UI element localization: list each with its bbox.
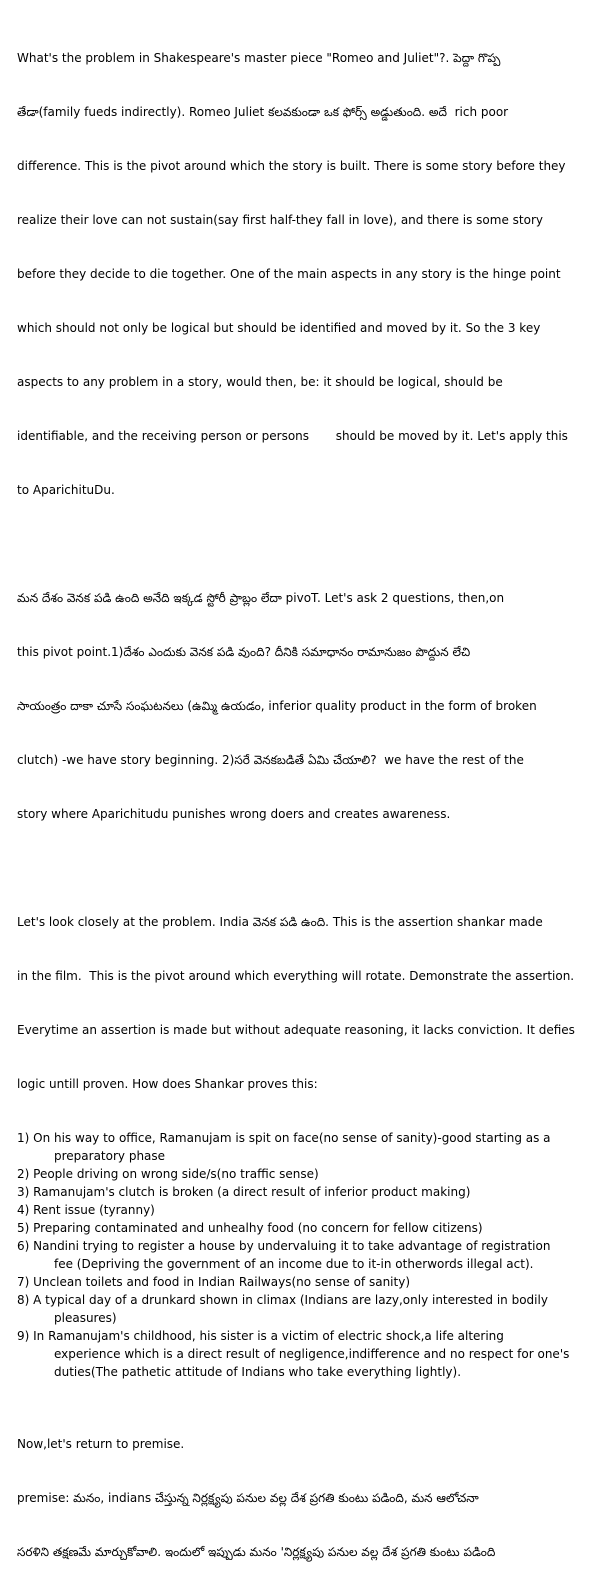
- text-line: premise: మనం, indians చేస్తున్న నిర్లక్ష్యపు పనుల వల్ల దేశ ప్రగతి కుంటు పడింది, మన ఆలోచనా: [17, 1491, 479, 1505]
- list-item: [17, 1327, 600, 1381]
- text-line: identifiable, and the receiving person or persons should be moved by it. Let's apply this: [17, 429, 568, 443]
- list-item: [17, 1183, 600, 1201]
- list-item-continuation: fee (Depriving the government of an income due to it-in otherwords illegal act).: [54, 1257, 534, 1271]
- list-item-continuation: pleasures): [54, 1311, 117, 1325]
- list-item: [17, 1291, 600, 1327]
- text-line: this pivot point.1)దేశం ఎందుకు వెనక పడి వుంది? దీనికి సమాధానం రామానుజం పొద్దున లేచి: [17, 645, 471, 659]
- paragraph-pivot-questions: [17, 553, 600, 859]
- list-item-text: 8) A typical day of a drunkard shown in climax (Indians are lazy,only interested in bodily: [17, 1293, 548, 1307]
- text-line: to AparichituDu.: [17, 483, 115, 497]
- text-line: which should not only be logical but should be identified and moved by it. So the 3 key: [17, 321, 541, 335]
- list-item: [17, 1201, 600, 1219]
- list-item: [17, 1165, 600, 1183]
- paragraph-gap: [17, 859, 600, 877]
- list-item-text: 4) Rent issue (tyranny): [17, 1203, 155, 1217]
- list-item: [17, 1219, 600, 1237]
- text-line: clutch) -we have story beginning. 2)సరే వెనకబడితే ఏమి చేయాలి? we have the rest of the: [17, 753, 524, 767]
- list-item-continuation: experience which is a direct result of negligence,indifference and no respect for one's: [54, 1347, 570, 1361]
- list-item-text: 7) Unclean toilets and food in Indian Railways(no sense of sanity): [17, 1275, 410, 1289]
- list-item-text: 6) Nandini trying to register a house by undervaluing it to take advantage of registration: [17, 1239, 551, 1253]
- list-item-text: 3) Ramanujam's clutch is broken (a direct result of inferior product making): [17, 1185, 471, 1199]
- paragraph-gap: [17, 535, 600, 553]
- paragraph-premise: [17, 1399, 600, 1584]
- paragraph-assertion: [17, 877, 600, 1129]
- paragraph-romeo-juliet: [17, 13, 600, 535]
- text-line: realize their love can not sustain(say first half-they fall in love), and there is some story: [17, 213, 543, 227]
- text-line: Now,let's return to premise.: [17, 1437, 185, 1451]
- list-item: [17, 1237, 600, 1273]
- proof-list: [17, 1129, 600, 1381]
- list-item: [17, 1273, 600, 1291]
- list-item-continuation: duties(The pathetic attitude of Indians who take everything lightly).: [54, 1365, 462, 1379]
- text-line: Everytime an assertion is made but without adequate reasoning, it lacks conviction. It defies: [17, 1023, 575, 1037]
- text-line: సరళిని తక్షణమే మార్చుకోవాలి. ఇందులో ఇప్పుడు మనం 'నిర్లక్ష్యపు పనుల వల్ల దేశ ప్రగతి కుంటు పడింది: [17, 1545, 496, 1559]
- text-line: Let's look closely at the problem. India వెనక పడి ఉంది. This is the assertion shankar made: [17, 915, 543, 929]
- paragraph-gap: [17, 1381, 600, 1399]
- text-line: story where Aparichitudu punishes wrong doers and creates awareness.: [17, 807, 451, 821]
- text-line: in the film. This is the pivot around which everything will rotate. Demonstrate the assertion.: [17, 969, 575, 983]
- text-line: సాయంత్రం దాకా చూసే సంఘటనలు (ఉమ్మి ఉయడం, inferior quality product in the form of broken: [17, 699, 537, 713]
- text-line: మన దేశం వెనక పడి ఉంది అనేది ఇక్కడ స్టోరీ ప్రాబ్లం లేదా pivoT. Let's ask 2 questions, then,on: [17, 591, 505, 605]
- list-item-text: 5) Preparing contaminated and unhealhy food (no concern for fellow citizens): [17, 1221, 483, 1235]
- text-line: difference. This is the pivot around which the story is built. There is some story before they: [17, 159, 566, 173]
- text-line: What's the problem in Shakespeare's master piece "Romeo and Juliet"?. పెద్దా గొప్ప: [17, 51, 501, 65]
- list-item-text: 1) On his way to office, Ramanujam is spit on face(no sense of sanity)-good starting as a: [17, 1131, 551, 1145]
- text-line: before they decide to die together. One of the main aspects in any story is the hinge point: [17, 267, 561, 281]
- list-item-continuation: preparatory phase: [54, 1149, 166, 1163]
- text-line: logic untill proven. How does Shankar proves this:: [17, 1077, 318, 1091]
- text-line: తేడా(family fueds indirectly). Romeo Juliet కలవకుండా ఒక ఫోర్స్ అడ్డుతుంది. అదే rich poor: [17, 105, 509, 119]
- list-item-text: 2) People driving on wrong side/s(no traffic sense): [17, 1167, 319, 1181]
- list-item-text: 9) In Ramanujam's childhood, his sister is a victim of electric shock,a life altering: [17, 1329, 504, 1343]
- text-line: aspects to any problem in a story, would then, be: it should be logical, should be: [17, 375, 503, 389]
- list-item: [17, 1129, 600, 1165]
